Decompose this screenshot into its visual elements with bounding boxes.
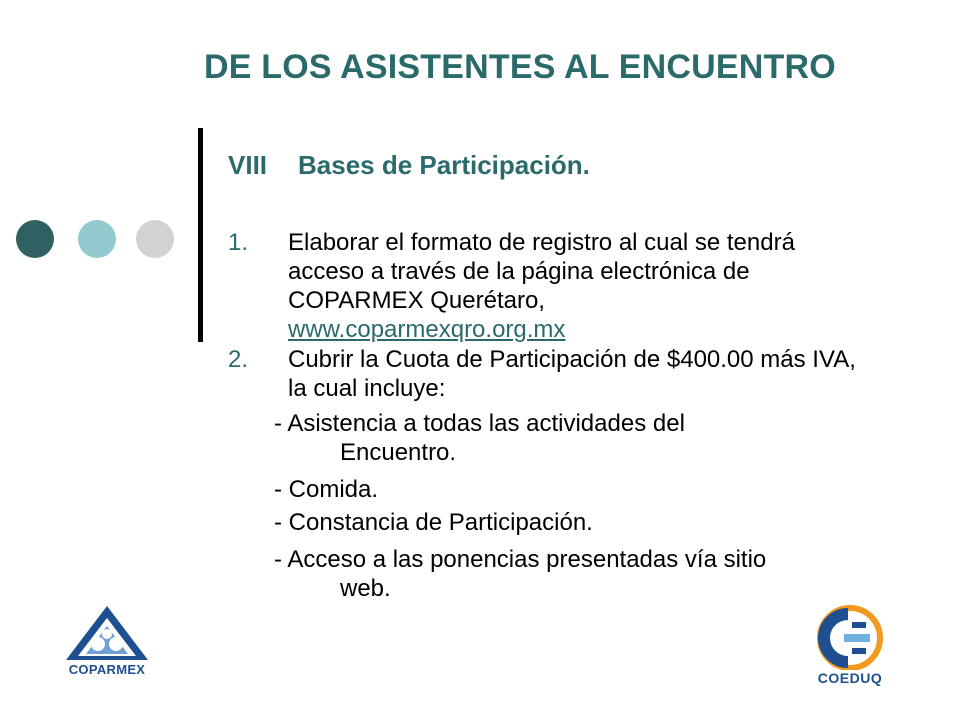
list-item-number: 2. [228, 346, 249, 373]
list-item [228, 228, 868, 344]
section-number: VIII [228, 150, 268, 180]
sub-item-text: - Comida. [274, 476, 379, 503]
sub-list-item [274, 475, 894, 504]
list-item-text: Cubrir la Cuota de Participación de $400.00 más IVA, la cual incluye: [288, 346, 856, 402]
slide-title: DE LOS ASISTENTES AL ENCUENTRO [204, 48, 836, 86]
decorative-dot-gray [136, 220, 174, 258]
sub-item-text: - Asistencia a todas las actividades del [274, 410, 685, 437]
coeduq-logo-text: COEDUQ [817, 670, 883, 686]
coparmex-logo [52, 604, 162, 684]
sub-item-continuation: web. [340, 575, 391, 602]
coparmex-emblem-icon [52, 604, 162, 664]
list-item [228, 345, 868, 403]
coeduq-logo [800, 604, 900, 690]
section-heading-text: Bases de Participación. [298, 150, 590, 180]
sub-list-item [274, 409, 894, 467]
sub-list-item [274, 545, 894, 603]
section-heading [228, 150, 590, 181]
coparmex-link[interactable]: www.coparmexqro.org.mx [288, 316, 566, 343]
list-item-text: Elaborar el formato de registro al cual se tendrá acceso a través de la página electrónica de COPARMEX Querétaro, [288, 229, 795, 314]
sub-item-text: - Acceso a las ponencias presentadas vía sitio [274, 546, 767, 573]
decorative-dot-light [78, 220, 116, 258]
coparmex-logo-text: COPARMEX [68, 662, 146, 677]
coeduq-emblem-icon [800, 604, 900, 670]
sub-item-text: - Constancia de Participación. [274, 509, 593, 536]
list-item-number: 1. [228, 229, 249, 256]
vertical-divider [198, 128, 203, 342]
sub-list-item [274, 508, 894, 537]
decorative-dot-dark [16, 220, 54, 258]
sub-item-continuation: Encuentro. [340, 439, 457, 466]
